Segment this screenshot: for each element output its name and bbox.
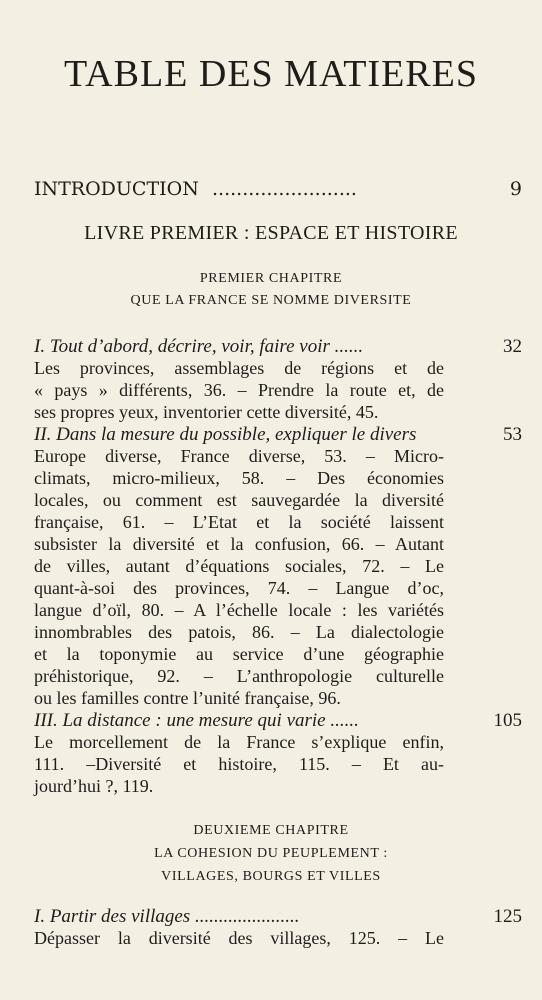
summary-line: 111. –Diversité et histoire, 115. – Et au- [34,754,444,774]
summary-line: Europe diverse, France diverse, 53. – Micro- [34,446,444,466]
summary-line: préhistorique, 92. – L’anthropologie culturelle [34,666,444,686]
section-title: I. Partir des villages ...................... [34,906,300,927]
toc-section-heading[interactable] [34,423,522,447]
toc-section-heading[interactable] [34,905,522,929]
entry-label: INTRODUCTION [34,178,199,200]
summary-line: innombrables des patois, 86. – La dialectologie [34,622,444,642]
page-number: 105 [493,710,522,731]
page-number: 32 [503,336,522,357]
chapter-number: PREMIER CHAPITRE [199,271,343,286]
summary-line: Le morcellement de la France s’explique enfin, [34,732,444,752]
section-title: II. Dans la mesure du possible, expliquer le divers [34,424,417,445]
chapter-number: DEUXIEME CHAPITRE [193,823,349,838]
toc-section-heading[interactable] [34,335,522,359]
summary-line: de villes, autant d’équations sociales, 72. – Le [34,556,444,576]
summary-line: quant-à-soi des provinces, 74. – Langue d’oc, [34,578,444,598]
summary-line: langue d’oïl, 80. – A l’échelle locale : les variétés [34,600,444,620]
leader-dots: ........................ [212,178,357,200]
summary-line: locales, ou comment est sauvegardée la diversité [34,490,444,510]
chapter-title: LA COHESION DU PEUPLEMENT : [154,846,388,861]
page-number: 9 [509,178,522,200]
chapter-subtitle: VILLAGES, BOURGS ET VILLES [161,869,381,884]
page-number: 53 [503,424,522,445]
summary-line: ses propres yeux, inventorier cette diversité, 45. [34,402,379,422]
summary-line: Les provinces, assemblages de régions et de [34,358,444,378]
summary-line: Dépasser la diversité des villages, 125. – Le [34,928,444,948]
page-title: TABLE DES MATIERES [64,53,478,95]
page-number: 125 [493,906,522,927]
summary-line: française, 61. – L’Etat et la société laissent [34,512,444,532]
summary-line: ou les familles contre l’unité française, 96. [34,688,341,708]
part-heading: LIVRE PREMIER : ESPACE ET HISTOIRE [84,222,458,244]
summary-line: jourd’hui ?, 119. [34,776,154,796]
section-title: III. La distance : une mesure qui varie ...... [34,710,359,731]
chapter-title: QUE LA FRANCE SE NOMME DIVERSITE [130,293,412,308]
summary-line: climats, micro-milieux, 58. – Des économies [34,468,444,488]
summary-line: et la toponymie au service d’une géographie [34,644,444,664]
summary-line: « pays » différents, 36. – Prendre la route et, de [34,380,444,400]
summary-line: subsister la diversité et la confusion, 66. – Autant [34,534,444,554]
section-title: I. Tout d’abord, décrire, voir, faire voir ...... [34,336,364,357]
toc-section-heading[interactable] [34,709,522,733]
